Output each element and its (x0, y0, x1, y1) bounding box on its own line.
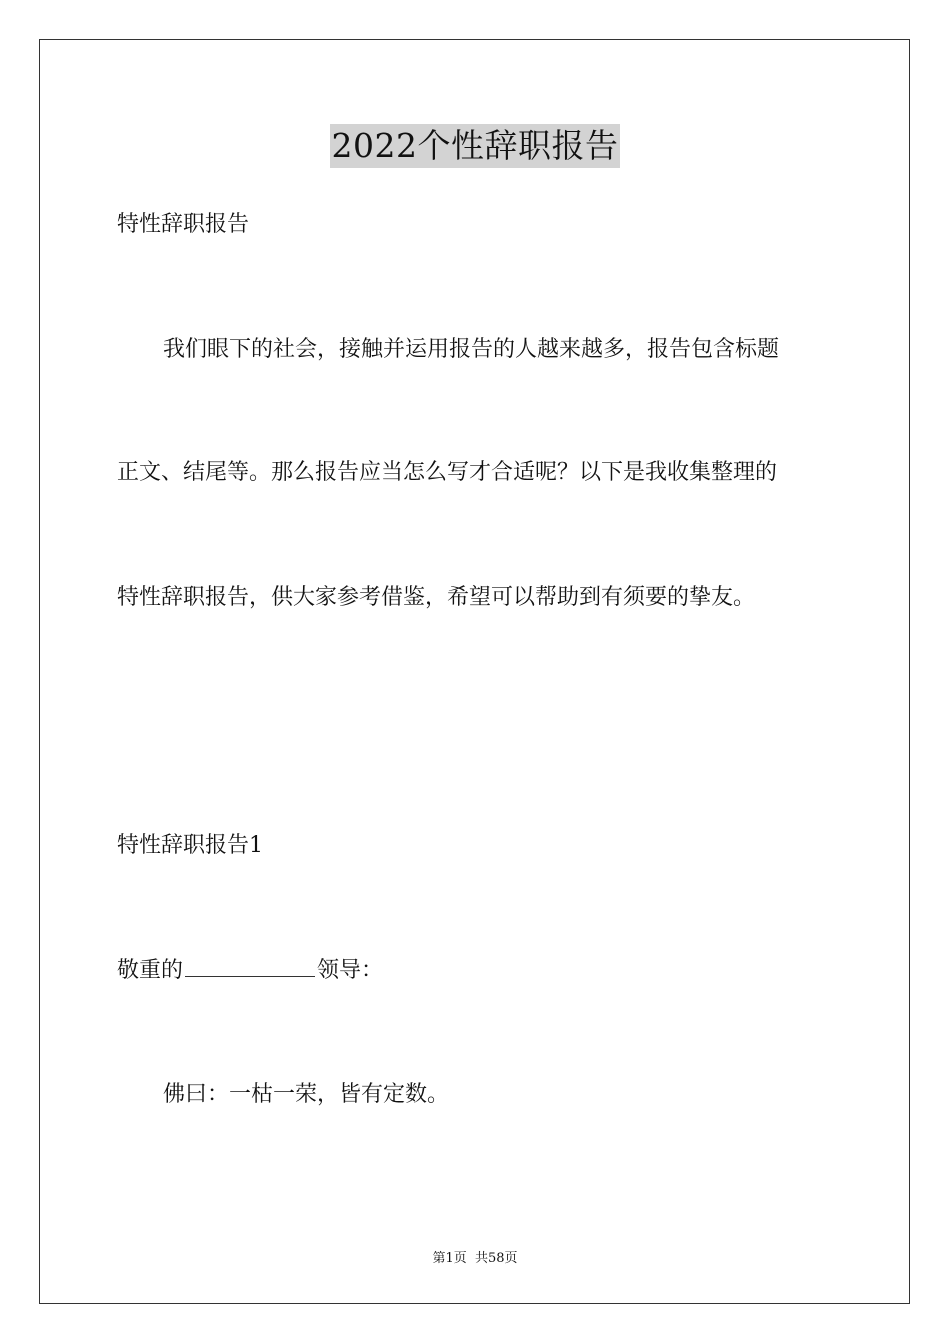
salutation (117, 955, 383, 987)
body-paragraph-line-1: 佛曰：一枯一荣，皆有定数。 (163, 1082, 450, 1107)
intro-paragraph-line-1: 我们眼下的社会，接触并运用报告的人越来越多，报告包含标题 (163, 337, 780, 362)
page-number: 第1页 (432, 1251, 467, 1266)
document-title: 2022个性辞职报告 (330, 124, 621, 168)
name-blank-underline (185, 956, 315, 977)
page-footer (0, 1247, 950, 1266)
title-container (0, 124, 950, 168)
intro-paragraph-line-3: 特性辞职报告，供大家参考借鉴，希望可以帮助到有须要的挚友。 (117, 585, 756, 610)
salutation-suffix: 领导： (317, 958, 384, 983)
subtitle: 特性辞职报告 (117, 212, 250, 237)
intro-paragraph-line-2: 正文、结尾等。那么报告应当怎么写才合适呢？以下是我收集整理的 (117, 460, 778, 485)
section-heading: 特性辞职报告1 (117, 833, 263, 858)
page-total: 共58页 (474, 1251, 518, 1266)
salutation-prefix: 敬重的 (117, 958, 184, 983)
